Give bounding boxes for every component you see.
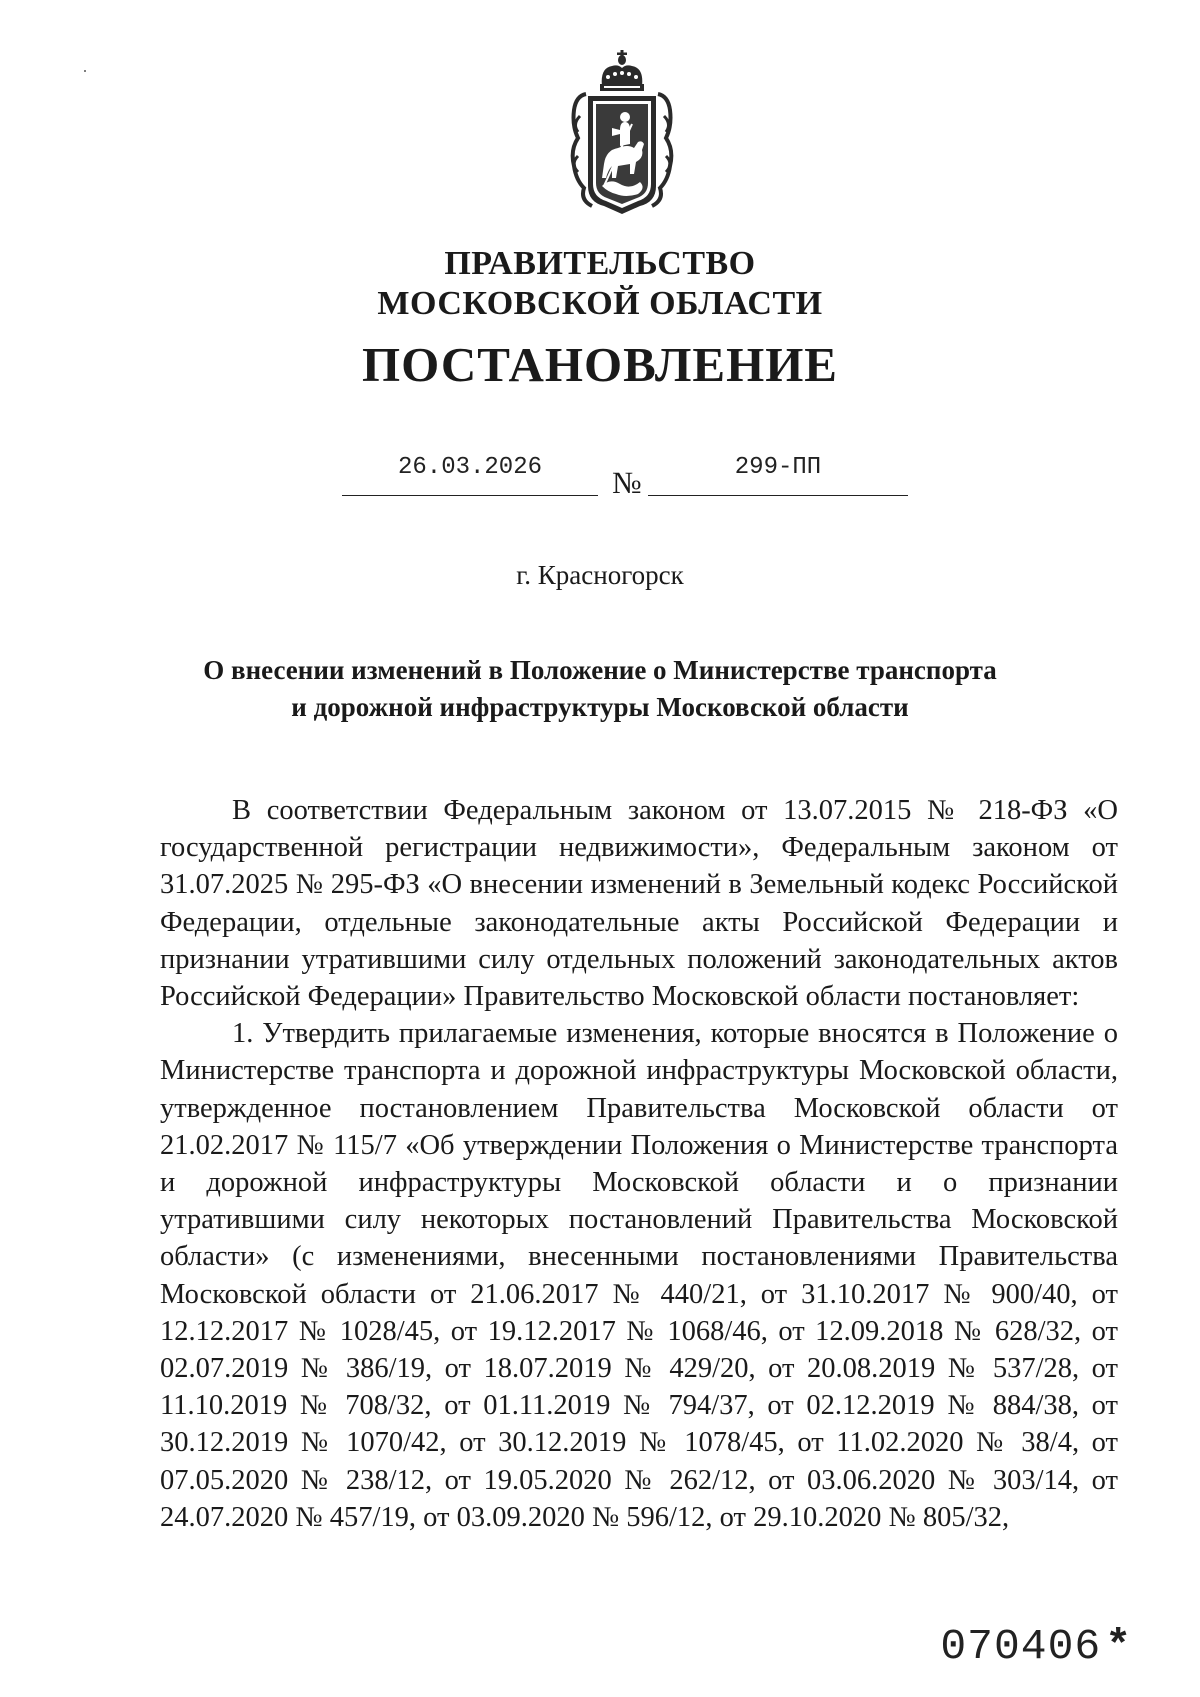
government-name-line1: ПРАВИТЕЛЬСТВО bbox=[444, 245, 756, 282]
decree-body bbox=[160, 792, 1118, 1536]
asterisk-mark: * bbox=[1105, 1622, 1132, 1671]
scan-speck bbox=[84, 70, 86, 72]
serial-number bbox=[940, 1622, 1132, 1671]
coat-of-arms-icon bbox=[562, 46, 682, 222]
body-paragraph-item-1: 1. Утвердить прилагаемые изменения, которые вносятся в Положение о Министерстве транспорта и дорожной инфраструктуры Московской области, утвержденное постановлением Правительства Московской области от 21.02.2017 № 115/7 «Об утверждении Положения о Министерстве транспорта и дорожной инфраструктуры Московской области и о признании утратившими силу некоторых постановлений Правительства Московской области» (с изменениями, внесенными постановлениями Правительства Московской области от 21.06.2017 № 440/21, от 31.10.2017 № 900/40, от 12.12.2017 № 1028/45, от 19.12.2017 № 1068/46, от 12.09.2018 № 628/32, от 02.07.2019 № 386/19, от 18.07.2019 № 429/20, от 20.08.2019 № 537/28, от 11.10.2019 № 708/32, от 01.11.2019 № 794/37, от 02.12.2019 № 884/38, от 30.12.2019 № 1070/42, от 30.12.2019 № 1078/45, от 11.02.2020 № 38/4, от 07.05.2020 № 238/12, от 19.05.2020 № 262/12, от 03.06.2020 № 303/14, от 24.07.2020 № 457/19, от 03.09.2020 № 596/12, от 29.10.2020 № 805/32, bbox=[160, 1018, 1118, 1533]
registration-line bbox=[0, 454, 1200, 500]
decree-subject-line1: О внесении изменений в Положение о Министерстве транспорта bbox=[203, 655, 997, 685]
number-sign: № bbox=[612, 465, 642, 500]
government-name-line2: МОСКОВСКОЙ ОБЛАСТИ bbox=[377, 285, 823, 322]
city-name: г. Красногорск bbox=[516, 560, 684, 590]
document-type-title: ПОСТАНОВЛЕНИЕ bbox=[362, 337, 838, 392]
decree-subject bbox=[0, 652, 1200, 726]
government-name bbox=[0, 244, 1200, 324]
decree-date-field: 26.03.2026 bbox=[342, 455, 598, 496]
decree-subject-line2: и дорожной инфраструктуры Московской области bbox=[291, 692, 909, 722]
body-paragraph-preamble: В соответствии Федеральным законом от 13.07.2015 № 218-ФЗ «О государственной регистрации недвижимости», Федеральным законом от 31.07.2025 № 295-ФЗ «О внесении изменений в Земельный кодекс Российской Федерации, отдельные законодательные акты Российской Федерации и признании утратившими силу отдельных положений законодательных актов Российской Федерации» Правительство Московской области постановляет: bbox=[160, 795, 1118, 1013]
decree-number-field: 299-ПП bbox=[648, 455, 908, 496]
serial-number-digits: 070406 bbox=[940, 1622, 1102, 1671]
